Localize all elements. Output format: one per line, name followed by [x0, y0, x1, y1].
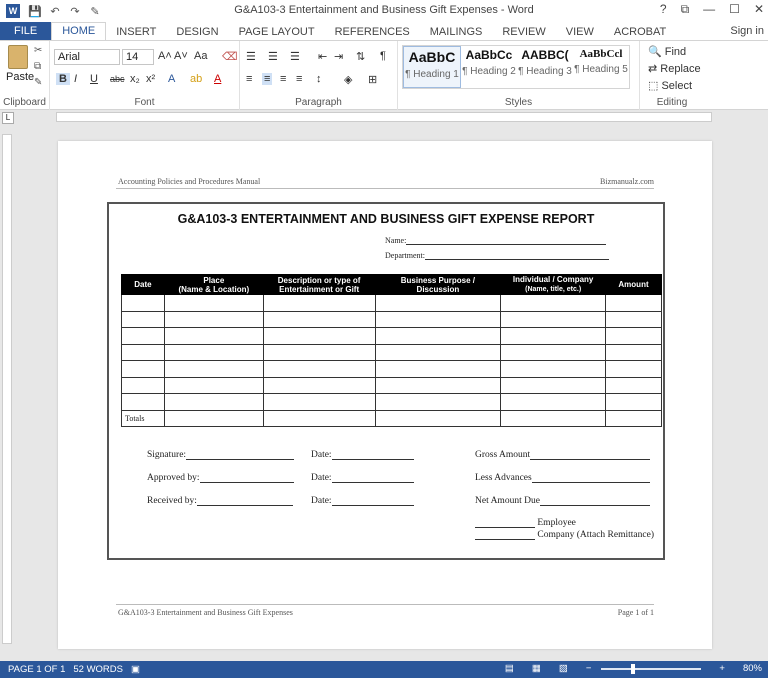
styles-label: Styles	[504, 97, 533, 108]
approved-field[interactable]	[200, 473, 294, 483]
received-row	[147, 496, 293, 506]
justify-icon[interactable]: ≡	[296, 73, 303, 85]
department-field[interactable]	[425, 252, 609, 260]
footer-left: G&A103-3 Entertainment and Business Gift Expenses	[118, 608, 293, 617]
style-heading-3[interactable]	[517, 46, 573, 88]
cut-icon[interactable]: ✂	[34, 45, 43, 56]
proofing-icon[interactable]: ▣	[131, 664, 140, 675]
header-text: Place	[203, 275, 225, 285]
table-row	[122, 295, 662, 312]
header-text: (Name, title, etc.)	[525, 286, 582, 293]
department-row	[385, 251, 609, 260]
tab-file[interactable]: FILE	[0, 22, 51, 41]
table-cell[interactable]	[501, 311, 606, 328]
table-cell[interactable]	[606, 361, 662, 378]
horizontal-ruler[interactable]	[56, 112, 712, 122]
numbering-icon[interactable]: ☰	[268, 51, 278, 63]
tab-view[interactable]: VIEW	[565, 26, 594, 38]
header-text: Discussion	[416, 284, 460, 294]
col-individual	[501, 275, 606, 295]
print-layout-icon[interactable]: ▦	[531, 663, 541, 674]
table-row	[122, 311, 662, 328]
paste-icon[interactable]	[8, 45, 28, 69]
read-mode-icon[interactable]: ▤	[504, 663, 514, 674]
tab-references[interactable]: REFERENCES	[334, 26, 410, 38]
table-cell[interactable]	[164, 377, 263, 394]
zoom-out-icon[interactable]: −	[585, 663, 592, 674]
advances-label: Less Advances	[475, 473, 532, 483]
sort-icon[interactable]: ⇅	[356, 51, 366, 63]
received-label: Received by:	[147, 496, 197, 506]
table-body	[122, 295, 662, 427]
underline-button[interactable]: U	[90, 73, 98, 85]
table-cell[interactable]	[606, 311, 662, 328]
minimize-button[interactable]: —	[703, 2, 716, 16]
style-sample: AaBbCc	[465, 48, 513, 62]
header-text: Individual / Company	[512, 275, 594, 284]
table-cell[interactable]: Totals	[122, 410, 165, 427]
net-field[interactable]	[540, 496, 650, 506]
increase-indent-icon[interactable]: ⇥	[334, 51, 344, 63]
table-cell[interactable]	[263, 295, 375, 312]
tab-page-layout[interactable]: PAGE LAYOUT	[238, 26, 315, 38]
table-row	[122, 377, 662, 394]
decrease-indent-icon[interactable]: ⇤	[318, 51, 328, 63]
window-title: G&A103-3 Entertainment and Business Gift Expenses - Word	[234, 4, 534, 16]
maximize-button[interactable]: ☐	[729, 2, 740, 16]
tab-insert[interactable]: INSERT	[116, 26, 157, 38]
change-case-button[interactable]: Aa	[194, 50, 208, 62]
header-text: Date	[134, 280, 152, 289]
table-cell[interactable]	[263, 328, 375, 345]
date-label: Date:	[311, 473, 332, 483]
table-cell[interactable]	[164, 295, 263, 312]
table-cell[interactable]	[501, 410, 606, 427]
table-cell[interactable]	[501, 394, 606, 411]
replace-button[interactable]: ⇄ Replace	[648, 63, 701, 75]
signature-row	[147, 450, 294, 460]
table-header-row	[122, 275, 662, 295]
col-place	[164, 275, 263, 295]
vertical-ruler[interactable]	[2, 134, 12, 644]
col-description	[263, 275, 375, 295]
page-count[interactable]: PAGE 1 OF 1	[8, 664, 66, 675]
style-name: ¶ Heading 5	[574, 64, 628, 75]
line-spacing-icon[interactable]: ↕	[316, 73, 322, 85]
date-row-2	[311, 473, 414, 483]
shading-icon[interactable]: ◈	[344, 74, 353, 86]
name-label: Name:	[385, 236, 407, 245]
table-cell[interactable]	[375, 328, 501, 345]
advances-field[interactable]	[532, 473, 650, 483]
table-cell[interactable]	[501, 344, 606, 361]
undo-icon[interactable]: ↶	[50, 5, 60, 18]
date-row-1	[311, 450, 414, 460]
company-field[interactable]	[475, 530, 535, 540]
expense-table	[121, 274, 662, 427]
font-label: Font	[134, 97, 155, 108]
table-cell[interactable]	[375, 295, 501, 312]
paragraph-group	[240, 41, 398, 110]
header-text: Description or type of	[277, 275, 361, 285]
tab-review[interactable]: REVIEW	[502, 26, 546, 38]
table-cell[interactable]	[263, 410, 375, 427]
table-cell[interactable]	[375, 394, 501, 411]
italic-button[interactable]: I	[74, 73, 78, 85]
save-icon[interactable]: 💾	[28, 5, 42, 18]
style-sample: AaBbC	[408, 49, 456, 65]
select-label: Select	[661, 80, 693, 92]
footer-divider	[116, 604, 654, 605]
table-cell[interactable]	[606, 410, 662, 427]
select-button[interactable]: ⬚ Select	[648, 80, 693, 92]
redo-icon[interactable]: ↷	[70, 5, 80, 18]
style-heading-5[interactable]	[573, 46, 629, 88]
table-cell[interactable]	[263, 344, 375, 361]
tab-acrobat[interactable]: ACROBAT	[613, 26, 667, 38]
table-cell[interactable]	[375, 344, 501, 361]
font-group	[50, 41, 240, 110]
table-cell[interactable]	[263, 361, 375, 378]
name-row	[385, 236, 606, 245]
net-label: Net Amount Due	[475, 496, 540, 506]
table-cell[interactable]	[501, 361, 606, 378]
footer-right: Page 1 of 1	[617, 608, 654, 617]
date-field-3[interactable]	[332, 496, 414, 506]
header-right: Bizmanualz.com	[600, 177, 654, 186]
table-cell[interactable]	[606, 377, 662, 394]
status-bar	[0, 661, 768, 678]
table-cell[interactable]	[606, 344, 662, 361]
approved-label: Approved by:	[147, 473, 200, 483]
signature-label: Signature:	[147, 450, 187, 460]
table-cell[interactable]	[122, 311, 165, 328]
show-formatting-button[interactable]: ¶	[380, 50, 386, 62]
zoom-slider[interactable]	[601, 668, 701, 670]
gross-row	[475, 450, 650, 460]
style-sample: AABBC(	[521, 48, 569, 62]
align-right-icon[interactable]: ≡	[280, 73, 287, 85]
web-layout-icon[interactable]: ▧	[558, 663, 568, 674]
table-row	[122, 344, 662, 361]
table-cell[interactable]	[164, 344, 263, 361]
clipboard-label: Clipboard	[3, 97, 46, 108]
ribbon-display-button[interactable]: ⧉	[680, 2, 690, 16]
word-count[interactable]: 52 WORDS	[73, 664, 123, 675]
department-label: Department:	[385, 251, 425, 260]
grow-font-button[interactable]: A˄	[158, 50, 172, 62]
subscript-button[interactable]: x₂	[130, 73, 140, 85]
paragraph-label: Paragraph	[295, 97, 342, 108]
font-size-select[interactable]: 14	[122, 49, 154, 65]
borders-icon[interactable]: ⊞	[368, 74, 378, 86]
table-row	[122, 328, 662, 345]
styles-gallery	[402, 45, 630, 89]
table-cell[interactable]	[501, 295, 606, 312]
table-cell[interactable]	[122, 328, 165, 345]
col-purpose	[375, 275, 501, 295]
paste-button[interactable]: Paste	[6, 71, 35, 83]
table-cell[interactable]	[375, 361, 501, 378]
table-cell[interactable]	[375, 410, 501, 427]
header-left: Accounting Policies and Procedures Manual	[118, 177, 261, 186]
table-cell[interactable]	[122, 394, 165, 411]
bold-button[interactable]: B	[56, 73, 70, 85]
table-cell[interactable]	[375, 311, 501, 328]
table-row	[122, 394, 662, 411]
window-controls	[660, 2, 764, 17]
clear-formatting-icon[interactable]: ⌫	[222, 51, 238, 63]
date-label: Date:	[311, 496, 332, 506]
table-cell[interactable]	[122, 295, 165, 312]
signature-field[interactable]	[186, 450, 294, 460]
header-text: Business Purpose /	[400, 275, 476, 285]
style-heading-1[interactable]	[403, 46, 461, 88]
table-cell[interactable]	[263, 377, 375, 394]
table-cell[interactable]	[164, 361, 263, 378]
copy-icon[interactable]: ⧉	[34, 61, 42, 72]
received-field[interactable]	[197, 496, 293, 506]
table-cell[interactable]	[606, 328, 662, 345]
header-divider	[116, 188, 654, 189]
date-field-2[interactable]	[332, 473, 414, 483]
company-row	[475, 530, 654, 540]
table-row	[122, 361, 662, 378]
table-cell[interactable]	[606, 394, 662, 411]
table-cell[interactable]	[122, 361, 165, 378]
table-cell[interactable]	[263, 394, 375, 411]
strikethrough-button[interactable]: abc	[110, 74, 125, 84]
shrink-font-button[interactable]: A˅	[174, 50, 188, 62]
table-cell[interactable]	[375, 377, 501, 394]
clipboard-group	[0, 41, 50, 110]
employee-row	[475, 518, 576, 528]
tab-home[interactable]: HOME	[51, 22, 106, 41]
table-cell[interactable]	[164, 394, 263, 411]
gross-label: Gross Amount	[475, 450, 531, 460]
table-cell[interactable]	[122, 377, 165, 394]
col-date	[122, 275, 165, 295]
sign-in-link[interactable]: Sign in	[730, 25, 764, 37]
highlight-icon[interactable]: ab	[190, 73, 203, 85]
employee-field[interactable]	[475, 518, 535, 528]
find-button[interactable]: 🔍 Find	[648, 46, 687, 58]
style-sample: AaBbCcl	[579, 48, 623, 60]
header-text: Entertainment or Gift	[279, 284, 360, 294]
align-center-icon[interactable]: ≡	[264, 73, 271, 85]
superscript-button[interactable]: x²	[146, 73, 156, 85]
tab-design[interactable]: DESIGN	[176, 26, 219, 38]
ribbon	[0, 40, 768, 110]
table-cell[interactable]	[164, 311, 263, 328]
table-cell[interactable]	[122, 344, 165, 361]
text-effects-icon[interactable]: A	[168, 73, 176, 85]
name-field[interactable]	[406, 237, 606, 245]
zoom-in-icon[interactable]: +	[719, 663, 725, 674]
font-name-select[interactable]: Arial	[54, 49, 120, 65]
help-button[interactable]: ?	[659, 2, 667, 16]
col-amount	[606, 275, 662, 295]
date-field-1[interactable]	[332, 450, 414, 460]
customize-icon[interactable]: ✎	[90, 5, 100, 18]
tab-selector[interactable]: L	[2, 112, 14, 124]
approved-row	[147, 473, 294, 483]
form-title: G&A103-3 ENTERTAINMENT AND BUSINESS GIFT EXPENSE REPORT	[177, 212, 595, 226]
find-label: Find	[664, 46, 687, 58]
title-bar	[0, 0, 768, 22]
ribbon-tabs	[0, 22, 768, 41]
editing-label: Editing	[656, 97, 688, 108]
word-logo-icon: W	[6, 4, 20, 18]
table-cell[interactable]	[263, 311, 375, 328]
zoom-thumb[interactable]	[631, 664, 635, 674]
date-label: Date:	[311, 450, 332, 460]
document-page[interactable]	[58, 141, 712, 649]
style-name: ¶ Heading 3	[518, 66, 572, 77]
header-text: Amount	[618, 280, 649, 289]
company-label: Company (Attach Remittance)	[537, 530, 654, 540]
zoom-level[interactable]: 80%	[742, 663, 762, 674]
bullets-icon[interactable]: ☰	[246, 51, 256, 63]
employee-label: Employee	[537, 518, 576, 528]
tab-mailings[interactable]: MAILINGS	[429, 26, 483, 38]
net-row	[475, 496, 650, 506]
font-color-icon[interactable]: A	[214, 73, 222, 85]
close-button[interactable]: ✕	[753, 2, 764, 16]
totals-row	[122, 410, 662, 427]
style-heading-2[interactable]	[461, 46, 517, 88]
style-name: ¶ Heading 1	[405, 69, 459, 80]
style-name: ¶ Heading 2	[462, 66, 516, 77]
date-row-3	[311, 496, 414, 506]
gross-field[interactable]	[530, 450, 650, 460]
expense-form	[107, 202, 665, 560]
multilevel-list-icon[interactable]: ☰	[290, 51, 300, 63]
table-cell[interactable]	[164, 328, 263, 345]
table-cell[interactable]	[501, 377, 606, 394]
table-cell[interactable]	[501, 328, 606, 345]
quick-access-toolbar	[28, 5, 102, 18]
table-cell[interactable]	[606, 295, 662, 312]
replace-label: Replace	[660, 63, 701, 75]
align-left-icon[interactable]: ≡	[246, 73, 253, 85]
header-text: (Name & Location)	[178, 284, 250, 294]
status-right	[497, 663, 762, 674]
table-cell[interactable]	[164, 410, 263, 427]
format-painter-icon[interactable]: ✎	[34, 77, 43, 88]
advances-row	[475, 473, 650, 483]
